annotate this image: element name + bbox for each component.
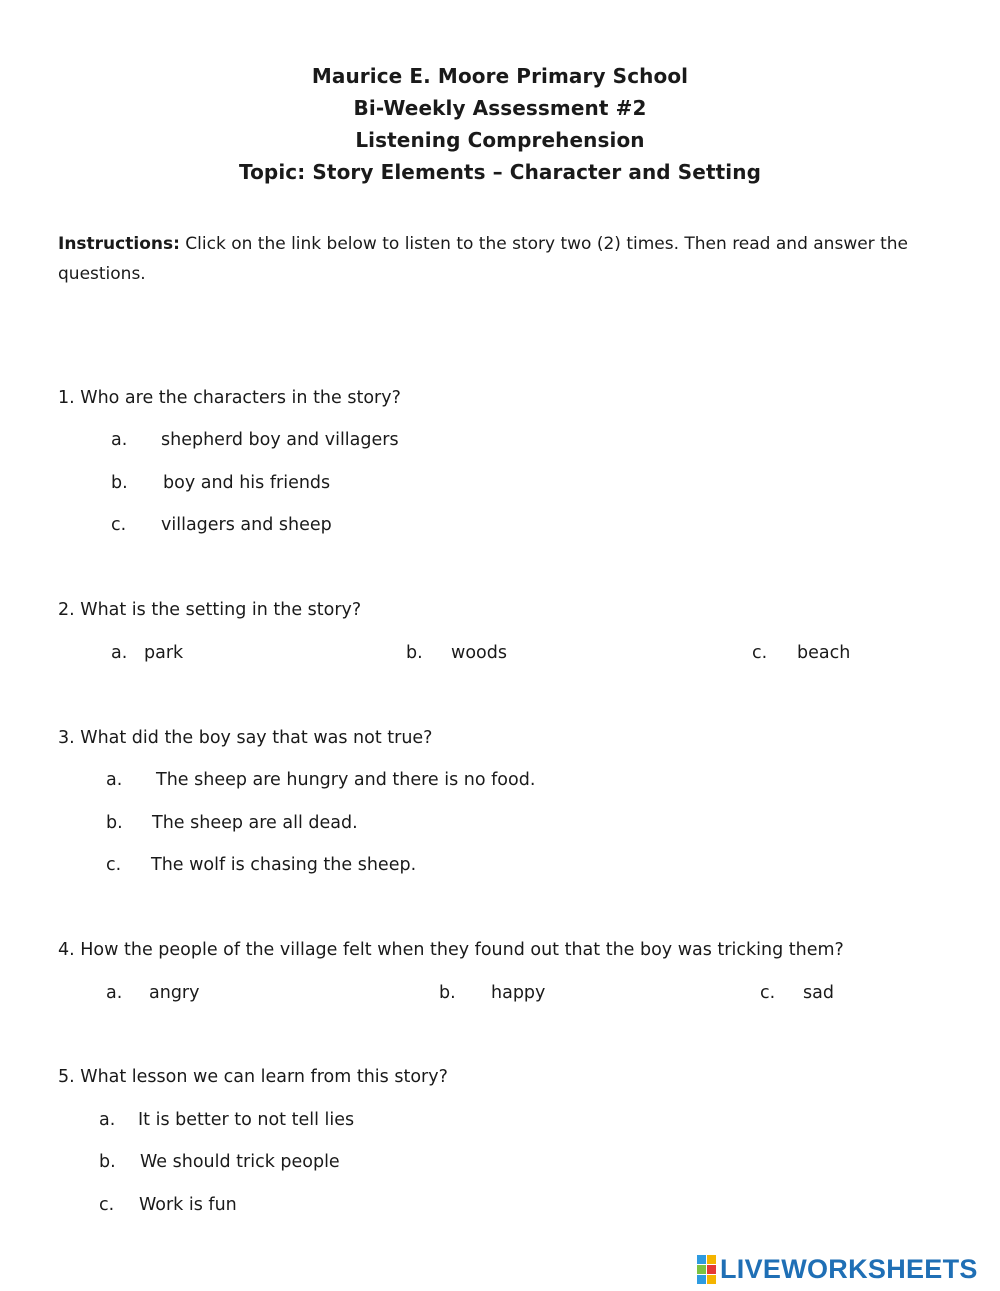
q4-option-a[interactable] <box>106 983 199 1003</box>
option-letter: c. <box>106 855 122 875</box>
school-name: Maurice E. Moore Primary School <box>311 64 689 88</box>
option-text: happy <box>491 983 546 1003</box>
option-text: woods <box>451 643 507 663</box>
option-text: The wolf is chasing the sheep. <box>151 855 417 875</box>
option-letter: a. <box>111 430 128 450</box>
option-text: The sheep are hungry and there is no food. <box>156 770 536 790</box>
option-letter: a. <box>99 1110 116 1130</box>
option-letter: c. <box>760 983 776 1003</box>
q2-option-a[interactable] <box>111 643 183 663</box>
question-3: 3. What did the boy say that was not true? <box>58 728 433 748</box>
document-header <box>0 60 1000 188</box>
option-text: We should trick people <box>140 1152 340 1172</box>
instructions <box>58 229 938 289</box>
q5-option-c[interactable] <box>99 1195 237 1215</box>
option-text: villagers and sheep <box>161 515 332 535</box>
q2-option-b[interactable] <box>406 643 507 663</box>
assessment-title: Bi-Weekly Assessment #2 <box>353 96 647 120</box>
subject-title: Listening Comprehension <box>355 128 645 152</box>
q5-option-a[interactable] <box>99 1110 354 1130</box>
option-text: boy and his friends <box>163 473 331 493</box>
option-text: The sheep are all dead. <box>152 813 358 833</box>
q1-option-a[interactable] <box>111 430 399 450</box>
mark-square <box>697 1265 706 1274</box>
option-letter: c. <box>752 643 768 663</box>
mark-square <box>707 1255 716 1264</box>
option-letter: c. <box>111 515 127 535</box>
option-text: sad <box>803 983 834 1003</box>
q3-option-c[interactable] <box>106 855 416 875</box>
liveworksheets-wordmark: LIVEWORKSHEETS <box>720 1253 978 1284</box>
mark-square <box>697 1255 706 1264</box>
option-letter: b. <box>406 643 423 663</box>
option-letter: a. <box>111 643 128 663</box>
option-text: shepherd boy and villagers <box>161 430 399 450</box>
mark-square <box>697 1275 706 1284</box>
q1-option-c[interactable] <box>111 515 332 535</box>
option-letter: b. <box>106 813 123 833</box>
option-letter: b. <box>99 1152 116 1172</box>
q4-option-b[interactable] <box>439 983 545 1003</box>
option-letter: b. <box>111 473 128 493</box>
q2-option-c[interactable] <box>752 643 850 663</box>
option-letter: b. <box>439 983 456 1003</box>
question-4: 4. How the people of the village felt when they found out that the boy was tricking them? <box>58 940 844 960</box>
instructions-text: Click on the link below to listen to the story two (2) times. Then read and answer the questions. <box>58 234 908 284</box>
option-letter: a. <box>106 770 123 790</box>
option-letter: a. <box>106 983 123 1003</box>
question-1: 1. Who are the characters in the story? <box>58 388 401 408</box>
option-text: Work is fun <box>139 1195 237 1215</box>
liveworksheets-mark-icon <box>697 1255 716 1284</box>
option-text: beach <box>797 643 851 663</box>
option-text: park <box>144 643 184 663</box>
question-2: 2. What is the setting in the story? <box>58 600 362 620</box>
option-text: It is better to not tell lies <box>138 1110 355 1130</box>
option-letter: c. <box>99 1195 115 1215</box>
option-text: angry <box>149 983 200 1003</box>
question-5: 5. What lesson we can learn from this story? <box>58 1067 448 1087</box>
topic-title: Topic: Story Elements – Character and Setting <box>239 160 761 184</box>
q1-option-b[interactable] <box>111 473 330 493</box>
q3-option-b[interactable] <box>106 813 358 833</box>
instructions-label: Instructions: <box>58 234 180 254</box>
mark-square <box>707 1265 716 1274</box>
liveworksheets-logo <box>697 1254 978 1284</box>
q3-option-a[interactable] <box>106 770 535 790</box>
q4-option-c[interactable] <box>760 983 834 1003</box>
q5-option-b[interactable] <box>99 1152 340 1172</box>
mark-square <box>707 1275 716 1284</box>
